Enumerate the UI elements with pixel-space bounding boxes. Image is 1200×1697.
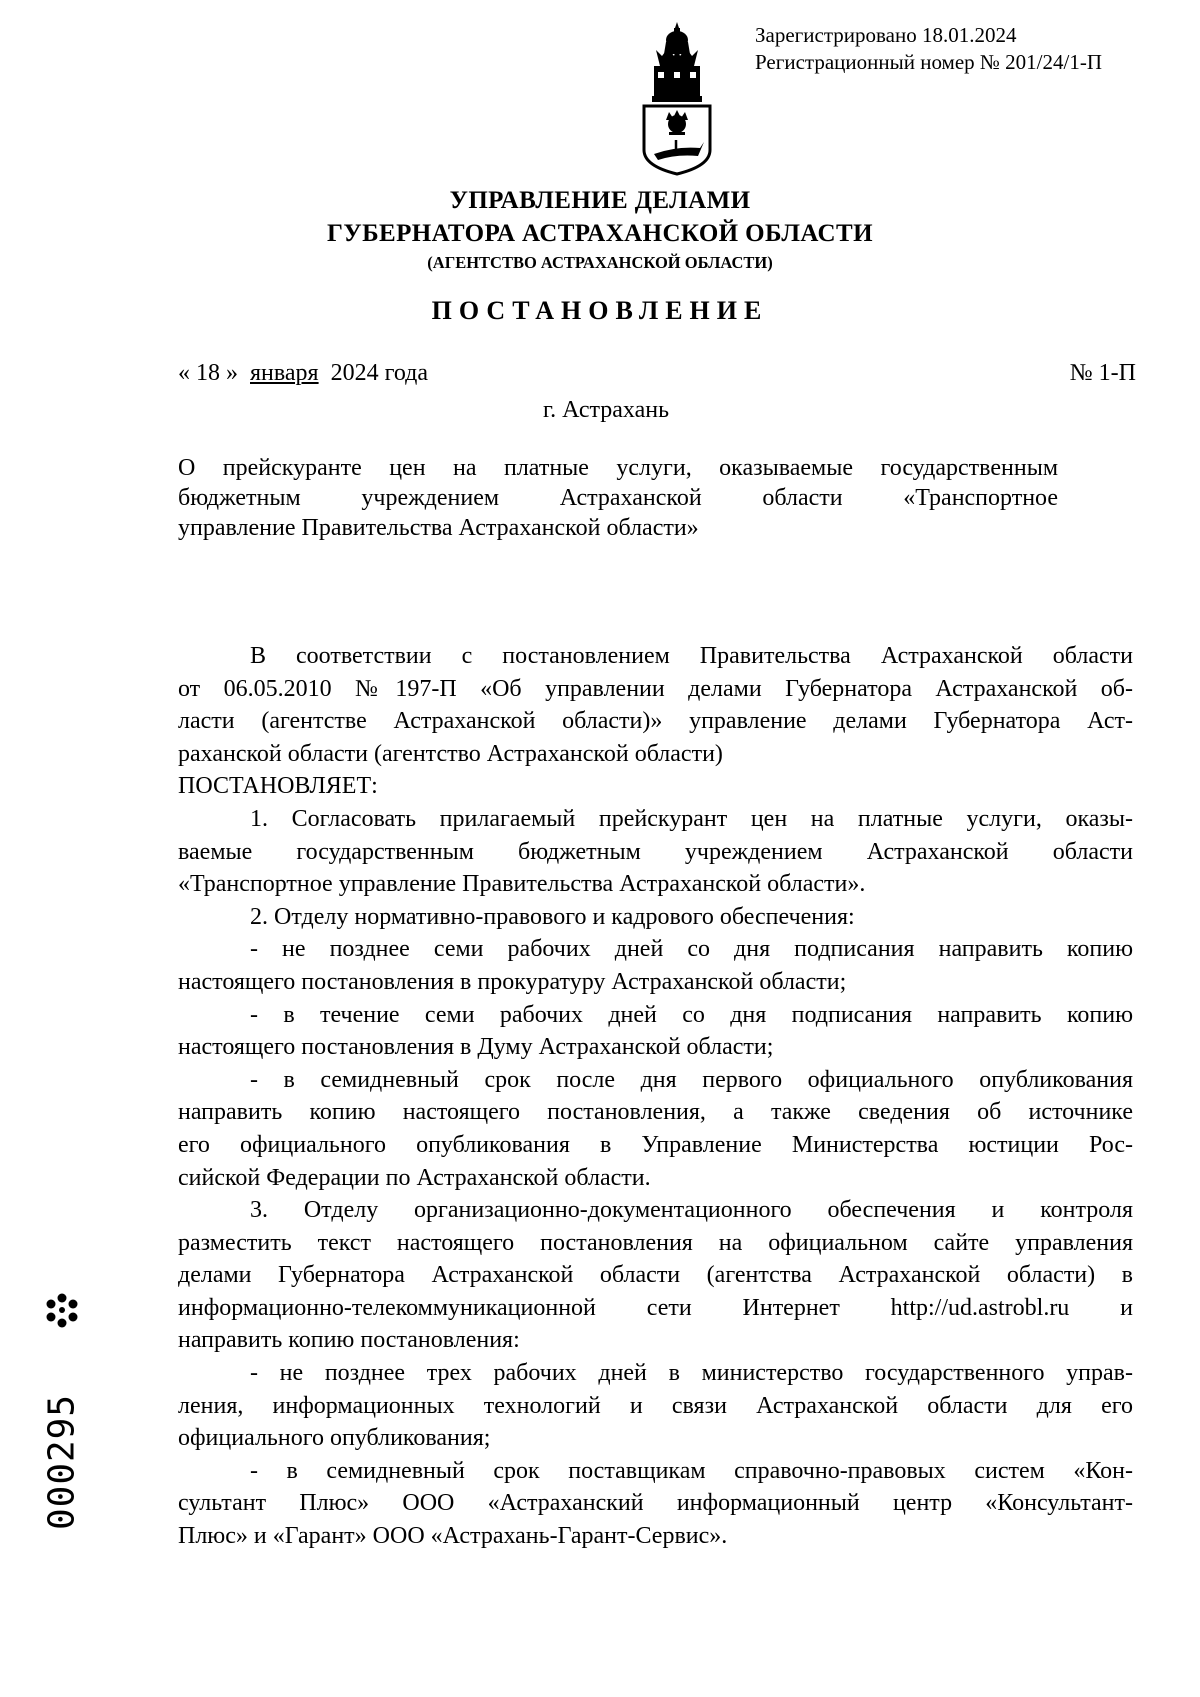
body-line: 2. Отделу нормативно-правового и кадрового обеспечения: — [250, 903, 855, 930]
document-type-title: ПОСТАНОВЛЕНИЕ — [431, 296, 769, 325]
ornament-stamp-icon — [42, 1290, 82, 1330]
body-line: раханской области (агентство Астраханской области) — [178, 740, 723, 767]
body-line: разместить текст настоящего постановления на официальном сайте управления — [178, 1229, 1133, 1256]
org-name-line3: (АГЕНТСТВО АСТРАХАНСКОЙ ОБЛАСТИ) — [427, 253, 773, 272]
body-line: делами Губернатора Астраханской области (агентства Астраханской области) в — [178, 1262, 1133, 1289]
body-line: настоящего постановления в Думу Астраханской области; — [178, 1034, 774, 1061]
date-day: « 18 » — [178, 360, 238, 386]
registration-number: Регистрационный номер № 201/24/1-П — [755, 50, 1103, 74]
body-line: Плюс» и «Гарант» ООО «Астрахань-Гарант-Сервис». — [178, 1523, 728, 1550]
date-year: 2024 года — [330, 360, 429, 386]
body-line: - не позднее трех рабочих дней в министерство государственного управ- — [250, 1360, 1133, 1387]
date-month: января — [250, 360, 319, 386]
body-line: В соответствии с постановлением Правительства Астраханской области — [250, 643, 1133, 669]
subject-line: О прейскуранте цен на платные услуги, оказываемые государственным — [178, 455, 1058, 481]
document-city: г. Астрахань — [542, 397, 670, 423]
body-line-resolves: ПОСТАНОВЛЯЕТ: — [178, 773, 378, 800]
body-line: его официального опубликования в Управление Министерства юстиции Рос- — [178, 1131, 1133, 1158]
body-line: - не позднее семи рабочих дней со дня подписания направить копию — [250, 936, 1133, 963]
body-line: - в семидневный срок поставщикам справочно-правовых систем «Кон- — [250, 1457, 1133, 1484]
registration-date: Зарегистрировано 18.01.2024 — [755, 23, 1017, 47]
org-name-line1: УПРАВЛЕНИЕ ДЕЛАМИ — [449, 187, 751, 214]
body-line: - в семидневный срок после дня первого официального опубликования — [250, 1066, 1133, 1093]
astrakhan-coat-of-arms-icon — [636, 20, 718, 178]
body-line: сультант Плюс» ООО «Астраханский информационный центр «Консультант- — [178, 1490, 1133, 1517]
document-body — [178, 640, 1133, 1553]
serial-number-text: 000295 — [41, 1393, 83, 1531]
body-line: 3. Отделу организационно-документационного обеспечения и контроля — [250, 1197, 1133, 1224]
body-line: - в течение семи рабочих дней со дня подписания направить копию — [250, 1001, 1133, 1028]
serial-number — [40, 1372, 84, 1552]
subject-line: бюджетным учреждением Астраханской области «Транспортное — [178, 485, 1058, 511]
body-line: направить копию настоящего постановления, а также сведения об источнике — [178, 1099, 1133, 1126]
body-line: настоящего постановления в прокуратуру Астраханской области; — [178, 968, 847, 995]
body-line: ваемые государственным бюджетным учреждением Астраханской области — [178, 838, 1133, 865]
body-line: официального опубликования; — [178, 1425, 491, 1452]
body-line: информационно-телекоммуникационной сети Интернет http://ud.astrobl.ru и — [178, 1294, 1133, 1321]
document-date — [178, 360, 428, 387]
org-name-line2: ГУБЕРНАТОРА АСТРАХАНСКОЙ ОБЛАСТИ — [327, 220, 873, 247]
body-line: ласти (агентстве Астраханской области)» управление делами Губернатора Аст- — [178, 708, 1133, 735]
body-line: сийской Федерации по Астраханской области. — [178, 1164, 651, 1191]
body-line: ления, информационных технологий и связи Астраханской области для его — [178, 1392, 1133, 1419]
registration-stamp — [755, 22, 1102, 76]
document-number: № 1-П — [1069, 360, 1136, 386]
body-line: от 06.05.2010 №197-П «Об управлении делами Губернатора Астраханской об- — [178, 675, 1133, 702]
body-line: направить копию постановления: — [178, 1327, 520, 1354]
subject-line: управление Правительства Астраханской области» — [178, 515, 699, 541]
body-line: 1. Согласовать прилагаемый прейскурант цен на платные услуги, оказы- — [250, 805, 1133, 832]
body-line: «Транспортное управление Правительства Астраханской области». — [178, 871, 866, 898]
document-subject — [178, 453, 1058, 543]
